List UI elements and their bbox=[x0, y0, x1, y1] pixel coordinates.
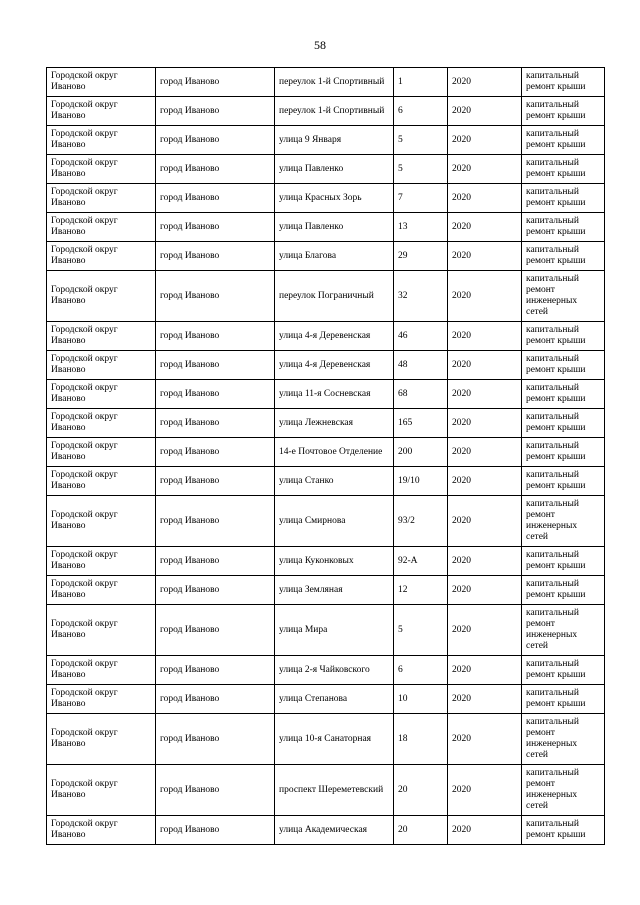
house-cell: 10 bbox=[394, 685, 448, 714]
work-type-cell: капитальный ремонт крыши bbox=[522, 126, 605, 155]
table-row bbox=[47, 380, 605, 409]
table-row bbox=[47, 97, 605, 126]
okrug-cell: Городской округ Иваново bbox=[47, 213, 156, 242]
work-type-cell: капитальный ремонт инженерных сетей bbox=[522, 496, 605, 547]
table-row bbox=[47, 576, 605, 605]
house-cell: 29 bbox=[394, 242, 448, 271]
street-cell: улица 4-я Деревенская bbox=[275, 322, 394, 351]
city-cell: город Иваново bbox=[156, 68, 275, 97]
okrug-cell: Городской округ Иваново bbox=[47, 155, 156, 184]
table-row bbox=[47, 685, 605, 714]
table-row bbox=[47, 409, 605, 438]
work-type-cell: капитальный ремонт крыши bbox=[522, 438, 605, 467]
table-row bbox=[47, 271, 605, 322]
okrug-cell: Городской округ Иваново bbox=[47, 271, 156, 322]
house-cell: 46 bbox=[394, 322, 448, 351]
year-cell: 2020 bbox=[448, 714, 522, 765]
table-row bbox=[47, 322, 605, 351]
table-row bbox=[47, 547, 605, 576]
house-cell: 200 bbox=[394, 438, 448, 467]
street-cell: улица Смирнова bbox=[275, 496, 394, 547]
year-cell: 2020 bbox=[448, 271, 522, 322]
city-cell: город Иваново bbox=[156, 322, 275, 351]
table-row bbox=[47, 496, 605, 547]
year-cell: 2020 bbox=[448, 438, 522, 467]
year-cell: 2020 bbox=[448, 467, 522, 496]
house-cell: 5 bbox=[394, 126, 448, 155]
year-cell: 2020 bbox=[448, 547, 522, 576]
house-cell: 48 bbox=[394, 351, 448, 380]
year-cell: 2020 bbox=[448, 68, 522, 97]
house-cell: 19/10 bbox=[394, 467, 448, 496]
work-type-cell: капитальный ремонт крыши bbox=[522, 322, 605, 351]
work-type-cell: капитальный ремонт крыши bbox=[522, 685, 605, 714]
house-cell: 5 bbox=[394, 155, 448, 184]
page-number: 58 bbox=[314, 38, 326, 52]
street-cell: улица Лежневская bbox=[275, 409, 394, 438]
street-cell: переулок Пограничный bbox=[275, 271, 394, 322]
house-cell: 68 bbox=[394, 380, 448, 409]
okrug-cell: Городской округ Иваново bbox=[47, 97, 156, 126]
year-cell: 2020 bbox=[448, 351, 522, 380]
street-cell: улица Куконковых bbox=[275, 547, 394, 576]
city-cell: город Иваново bbox=[156, 467, 275, 496]
city-cell: город Иваново bbox=[156, 97, 275, 126]
okrug-cell: Городской округ Иваново bbox=[47, 438, 156, 467]
house-cell: 32 bbox=[394, 271, 448, 322]
street-cell: улица Красных Зорь bbox=[275, 184, 394, 213]
city-cell: город Иваново bbox=[156, 438, 275, 467]
city-cell: город Иваново bbox=[156, 126, 275, 155]
house-cell: 7 bbox=[394, 184, 448, 213]
housing-repair-table bbox=[46, 67, 605, 845]
work-type-cell: капитальный ремонт крыши bbox=[522, 242, 605, 271]
street-cell: улица 2-я Чайковского bbox=[275, 656, 394, 685]
house-cell: 12 bbox=[394, 576, 448, 605]
year-cell: 2020 bbox=[448, 816, 522, 845]
street-cell: улица Академическая bbox=[275, 816, 394, 845]
house-cell: 92-А bbox=[394, 547, 448, 576]
street-cell: улица 10-я Санаторная bbox=[275, 714, 394, 765]
table-row bbox=[47, 351, 605, 380]
work-type-cell: капитальный ремонт крыши bbox=[522, 547, 605, 576]
house-cell: 6 bbox=[394, 97, 448, 126]
city-cell: город Иваново bbox=[156, 816, 275, 845]
house-cell: 13 bbox=[394, 213, 448, 242]
okrug-cell: Городской округ Иваново bbox=[47, 605, 156, 656]
table-row bbox=[47, 242, 605, 271]
work-type-cell: капитальный ремонт инженерных сетей bbox=[522, 605, 605, 656]
okrug-cell: Городской округ Иваново bbox=[47, 184, 156, 213]
city-cell: город Иваново bbox=[156, 155, 275, 184]
work-type-cell: капитальный ремонт крыши bbox=[522, 97, 605, 126]
house-cell: 20 bbox=[394, 816, 448, 845]
city-cell: город Иваново bbox=[156, 656, 275, 685]
street-cell: улица Павленко bbox=[275, 213, 394, 242]
work-type-cell: капитальный ремонт инженерных сетей bbox=[522, 765, 605, 816]
work-type-cell: капитальный ремонт инженерных сетей bbox=[522, 271, 605, 322]
table-row bbox=[47, 68, 605, 97]
city-cell: город Иваново bbox=[156, 242, 275, 271]
city-cell: город Иваново bbox=[156, 351, 275, 380]
city-cell: город Иваново bbox=[156, 380, 275, 409]
table-row bbox=[47, 816, 605, 845]
okrug-cell: Городской округ Иваново bbox=[47, 576, 156, 605]
okrug-cell: Городской округ Иваново bbox=[47, 409, 156, 438]
table-row bbox=[47, 438, 605, 467]
street-cell: 14-е Почтовое Отделение bbox=[275, 438, 394, 467]
okrug-cell: Городской округ Иваново bbox=[47, 68, 156, 97]
table-row bbox=[47, 765, 605, 816]
street-cell: улица 11-я Сосневская bbox=[275, 380, 394, 409]
house-cell: 20 bbox=[394, 765, 448, 816]
work-type-cell: капитальный ремонт крыши bbox=[522, 213, 605, 242]
okrug-cell: Городской округ Иваново bbox=[47, 765, 156, 816]
table-row bbox=[47, 184, 605, 213]
house-cell: 5 bbox=[394, 605, 448, 656]
city-cell: город Иваново bbox=[156, 765, 275, 816]
table-row bbox=[47, 126, 605, 155]
okrug-cell: Городской округ Иваново bbox=[47, 242, 156, 271]
city-cell: город Иваново bbox=[156, 213, 275, 242]
work-type-cell: капитальный ремонт крыши bbox=[522, 155, 605, 184]
year-cell: 2020 bbox=[448, 380, 522, 409]
work-type-cell: капитальный ремонт крыши bbox=[522, 409, 605, 438]
okrug-cell: Городской округ Иваново bbox=[47, 714, 156, 765]
work-type-cell: капитальный ремонт крыши bbox=[522, 380, 605, 409]
okrug-cell: Городской округ Иваново bbox=[47, 380, 156, 409]
city-cell: город Иваново bbox=[156, 409, 275, 438]
year-cell: 2020 bbox=[448, 213, 522, 242]
work-type-cell: капитальный ремонт крыши bbox=[522, 68, 605, 97]
year-cell: 2020 bbox=[448, 322, 522, 351]
okrug-cell: Городской округ Иваново bbox=[47, 547, 156, 576]
okrug-cell: Городской округ Иваново bbox=[47, 322, 156, 351]
house-cell: 18 bbox=[394, 714, 448, 765]
house-cell: 1 bbox=[394, 68, 448, 97]
work-type-cell: капитальный ремонт крыши bbox=[522, 656, 605, 685]
okrug-cell: Городской округ Иваново bbox=[47, 467, 156, 496]
city-cell: город Иваново bbox=[156, 714, 275, 765]
table-row bbox=[47, 155, 605, 184]
okrug-cell: Городской округ Иваново bbox=[47, 656, 156, 685]
year-cell: 2020 bbox=[448, 155, 522, 184]
table-row bbox=[47, 656, 605, 685]
okrug-cell: Городской округ Иваново bbox=[47, 351, 156, 380]
street-cell: улица Благова bbox=[275, 242, 394, 271]
table-row bbox=[47, 467, 605, 496]
year-cell: 2020 bbox=[448, 605, 522, 656]
work-type-cell: капитальный ремонт крыши bbox=[522, 467, 605, 496]
work-type-cell: капитальный ремонт крыши bbox=[522, 816, 605, 845]
house-cell: 6 bbox=[394, 656, 448, 685]
year-cell: 2020 bbox=[448, 184, 522, 213]
street-cell: улица Станко bbox=[275, 467, 394, 496]
work-type-cell: капитальный ремонт крыши bbox=[522, 351, 605, 380]
city-cell: город Иваново bbox=[156, 576, 275, 605]
year-cell: 2020 bbox=[448, 126, 522, 155]
year-cell: 2020 bbox=[448, 656, 522, 685]
city-cell: город Иваново bbox=[156, 547, 275, 576]
street-cell: переулок 1-й Спортивный bbox=[275, 97, 394, 126]
year-cell: 2020 bbox=[448, 685, 522, 714]
okrug-cell: Городской округ Иваново bbox=[47, 816, 156, 845]
okrug-cell: Городской округ Иваново bbox=[47, 496, 156, 547]
year-cell: 2020 bbox=[448, 765, 522, 816]
work-type-cell: капитальный ремонт крыши bbox=[522, 184, 605, 213]
okrug-cell: Городской округ Иваново bbox=[47, 126, 156, 155]
city-cell: город Иваново bbox=[156, 184, 275, 213]
work-type-cell: капитальный ремонт инженерных сетей bbox=[522, 714, 605, 765]
city-cell: город Иваново bbox=[156, 271, 275, 322]
city-cell: город Иваново bbox=[156, 685, 275, 714]
year-cell: 2020 bbox=[448, 496, 522, 547]
street-cell: улица 4-я Деревенская bbox=[275, 351, 394, 380]
table-row bbox=[47, 213, 605, 242]
street-cell: улица Павленко bbox=[275, 155, 394, 184]
house-cell: 93/2 bbox=[394, 496, 448, 547]
house-cell: 165 bbox=[394, 409, 448, 438]
year-cell: 2020 bbox=[448, 97, 522, 126]
street-cell: проспект Шереметевский bbox=[275, 765, 394, 816]
table-row bbox=[47, 714, 605, 765]
okrug-cell: Городской округ Иваново bbox=[47, 685, 156, 714]
street-cell: улица Земляная bbox=[275, 576, 394, 605]
street-cell: переулок 1-й Спортивный bbox=[275, 68, 394, 97]
year-cell: 2020 bbox=[448, 242, 522, 271]
year-cell: 2020 bbox=[448, 409, 522, 438]
street-cell: улица Мира bbox=[275, 605, 394, 656]
street-cell: улица Степанова bbox=[275, 685, 394, 714]
work-type-cell: капитальный ремонт крыши bbox=[522, 576, 605, 605]
city-cell: город Иваново bbox=[156, 605, 275, 656]
year-cell: 2020 bbox=[448, 576, 522, 605]
table-row bbox=[47, 605, 605, 656]
city-cell: город Иваново bbox=[156, 496, 275, 547]
street-cell: улица 9 Января bbox=[275, 126, 394, 155]
